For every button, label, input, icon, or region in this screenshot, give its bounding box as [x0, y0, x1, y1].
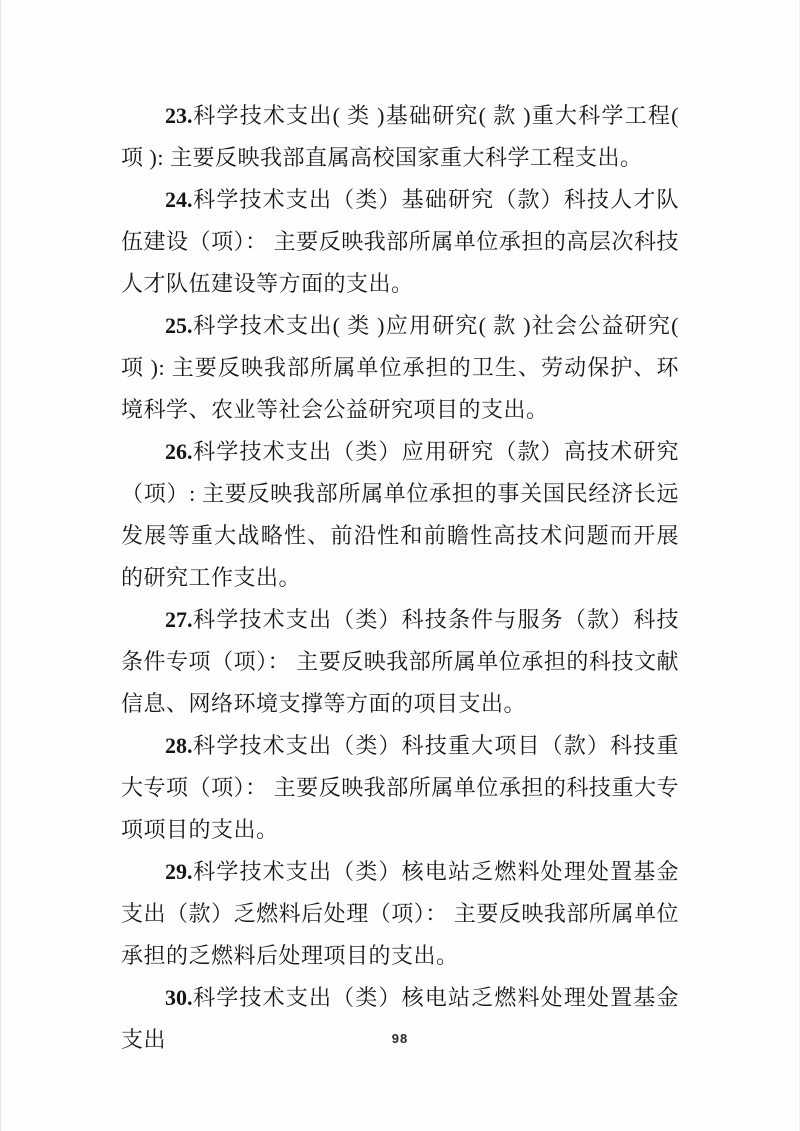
paragraph-25-text: 科学技术支出( 类 )应用研究( 款 )社会公益研究( 项 ): 主要反映我部所属单位承担的卫生、劳动保护、环境科学、农业等社会公益研究项目的支出。 [121, 313, 679, 422]
paragraph-28-text: 科学技术支出（类）科技重大项目（款）科技重大专项（项）： 主要反映我部所属单位承担的科技重大专项项目的支出。 [121, 733, 679, 842]
paragraph-28-number: 28. [165, 733, 193, 758]
paragraph-27-text: 科学技术支出（类）科技条件与服务（款）科技条件专项（项）： 主要反映我部所属单位承担的科技文献信息、网络环境支撑等方面的项目支出。 [121, 607, 679, 716]
paragraph-23-text: 科学技术支出( 类 )基础研究( 款 )重大科学工程( 项 ): 主要反映我部直属高校国家重大科学工程支出。 [121, 103, 679, 170]
paragraph-28 [121, 725, 679, 851]
paragraph-26-text: 科学技术支出（类）应用研究（款）高技术研究（项）: 主要反映我部所属单位承担的事关国民经济长远发展等重大战略性、前沿性和前瞻性高技术问题而开展的研究工作支出。 [121, 439, 679, 590]
paragraph-30 [121, 977, 679, 1061]
paragraph-25 [121, 305, 679, 431]
paragraph-24 [121, 179, 679, 305]
paragraph-30-number: 30. [165, 985, 193, 1010]
paragraph-23-number: 23. [165, 103, 193, 128]
paragraph-29-number: 29. [165, 859, 193, 884]
paragraph-25-number: 25. [165, 313, 193, 338]
paragraph-27-number: 27. [165, 607, 193, 632]
page-number: 98 [391, 1031, 409, 1046]
document-body [121, 95, 679, 1061]
paragraph-30-text: 科学技术支出（类）核电站乏燃料处理处置基金支出 [121, 985, 679, 1052]
paragraph-26-number: 26. [165, 439, 193, 464]
paragraph-24-number: 24. [165, 187, 193, 212]
paragraph-26 [121, 431, 679, 599]
paragraph-23 [121, 95, 679, 179]
paragraph-24-text: 科学技术支出（类）基础研究（款）科技人才队伍建设（项）： 主要反映我部所属单位承担的高层次科技人才队伍建设等方面的支出。 [121, 187, 679, 296]
paragraph-27 [121, 599, 679, 725]
paragraph-29 [121, 851, 679, 977]
paragraph-29-text: 科学技术支出（类）核电站乏燃料处理处置基金支出（款）乏燃料后处理（项）： 主要反映我部所属单位承担的乏燃料后处理项目的支出。 [121, 859, 679, 968]
